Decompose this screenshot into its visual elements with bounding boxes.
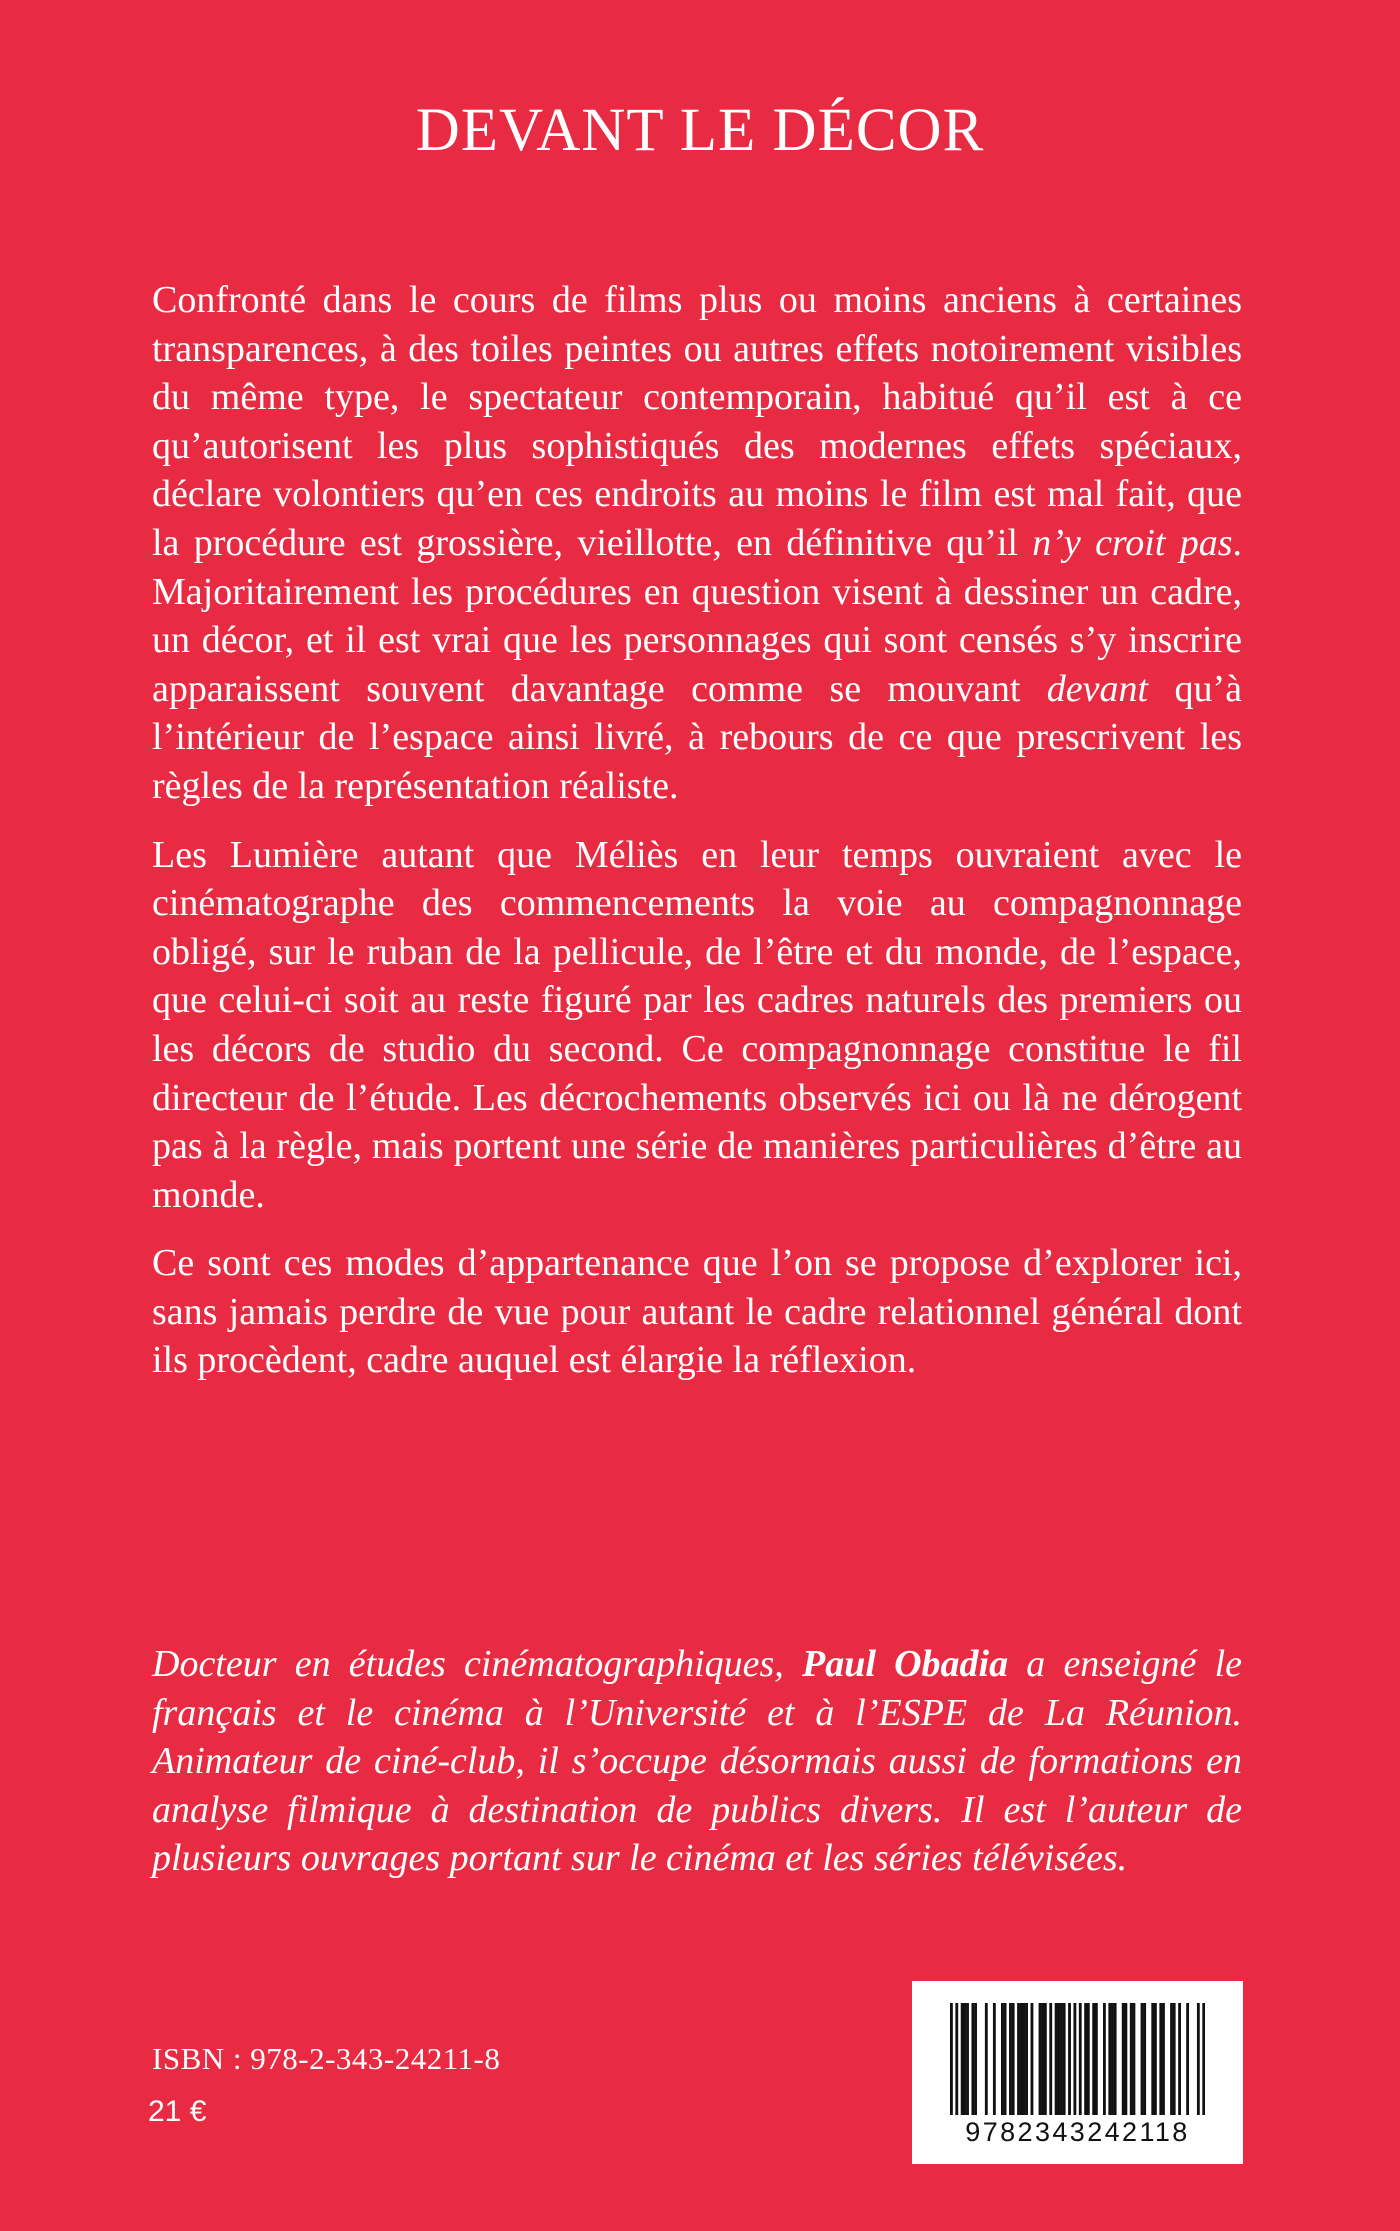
author-bio-intro: Docteur en études cinématographiques,: [152, 1643, 802, 1685]
barcode-bar: [974, 2003, 977, 2115]
barcode-bar: [1159, 2003, 1162, 2115]
barcode-bar: [1079, 2003, 1082, 2115]
barcode-bars: [950, 2003, 1205, 2115]
barcode-bar: [1031, 2003, 1034, 2115]
barcode-bar: [1004, 2003, 1007, 2115]
barcode-bar: [1060, 2003, 1063, 2115]
barcode-bar: [1092, 2003, 1095, 2115]
isbn: ISBN : 978-2-343-24211-8: [152, 2041, 501, 2076]
book-title: DEVANT LE DÉCOR: [415, 97, 985, 164]
barcode-bar: [1084, 2003, 1087, 2115]
barcode-bar: [1095, 2003, 1098, 2115]
barcode-bar: [1114, 2003, 1117, 2115]
barcode-bar: [1151, 2003, 1154, 2115]
barcode-bar: [1111, 2003, 1114, 2115]
barcode-bar: [1186, 2003, 1189, 2115]
barcode-bar: [1141, 2003, 1144, 2115]
author-bio-rest: a enseigné le français et le cinéma à l’Université et à l’ESPE de La Réunion. Animateur de ciné-club, il s’occupe désormais aussi de formations en analyse filmique à destination de publics divers. Il est l’auteur de plusieurs ouvrages portant sur le cinéma et les séries télévisées.: [152, 1643, 1242, 1880]
barcode-bar: [1197, 2003, 1200, 2115]
barcode-bar: [950, 2003, 953, 2115]
barcode-bar: [1133, 2003, 1136, 2115]
blurb-paragraph-1-part-2: . Majoritairement les procédures en question visent à dessiner un cadre, un décor, et il est vrai que les personnages qui sont censés s’y inscrire apparaissent souvent davantage comme se mouvant: [152, 521, 1242, 710]
blurb-emphasis-ny-croit-pas: n’y croit pas: [1032, 521, 1233, 564]
barcode-bar: [1022, 2003, 1025, 2115]
barcode-bar: [1162, 2003, 1165, 2115]
barcode-bar: [1173, 2003, 1176, 2115]
barcode-bar: [985, 2003, 988, 2115]
barcode-bar: [1178, 2003, 1181, 2115]
blurb-emphasis-devant: devant: [1046, 667, 1149, 710]
barcode-bar: [1202, 2003, 1205, 2115]
barcode-bar: [1063, 2003, 1066, 2115]
barcode-bar: [1103, 2003, 1106, 2115]
barcode-bar: [1009, 2003, 1012, 2115]
barcode-bar: [1122, 2003, 1125, 2115]
blurb-paragraph-1-part-3: qu’à l’intérieur de l’espace ainsi livré, à rebours de ce que prescrivent les règles de la représentation réaliste.: [152, 667, 1242, 807]
barcode-bar: [1154, 2003, 1157, 2115]
barcode-bar: [1124, 2003, 1127, 2115]
price: 21 €: [148, 2095, 207, 2128]
barcode-bar: [1041, 2003, 1044, 2115]
blurb-paragraph-3: Ce sont ces modes d’appartenance que l’on se propose d’explorer ici, sans jamais perdre de vue pour autant le cadre relationnel général dont ils procèdent, cadre auquel est élargie la réflexion.: [152, 1242, 1242, 1382]
barcode-digits: 9782343242118: [965, 2117, 1190, 2147]
barcode-bar: [1012, 2003, 1015, 2115]
barcode-bar: [966, 2003, 969, 2115]
barcode-bar: [1001, 2003, 1004, 2115]
barcode-bar: [1049, 2003, 1052, 2115]
blurb-paragraph-1: [152, 276, 1242, 811]
barcode-bar: [1020, 2003, 1023, 2115]
barcode-bar: [1068, 2003, 1071, 2115]
barcode: [912, 1981, 1243, 2164]
blurb-paragraph-2: Les Lumière autant que Méliès en leur temps ouvraient avec le cinématographe des commencements la voie au compagnonnage obligé, sur le ruban de la pellicule, de l’être et du monde, de l’espace, que celui-ci soit au reste figuré par les cadres naturels des premiers ou les décors de studio du second. Ce compagnonnage constitue le fil directeur de l’étude. Les décrochements observés ici ou là ne dérogent pas à la règle, mais portent une série de manières particulières d’être au monde.: [152, 833, 1242, 1216]
barcode-bar: [1073, 2003, 1076, 2115]
barcode-bar: [961, 2003, 964, 2115]
barcode-bar: [1017, 2003, 1020, 2115]
barcode-bar: [955, 2003, 958, 2115]
blurb: [152, 276, 1242, 1405]
barcode-bar: [963, 2003, 966, 2115]
barcode-bar: [993, 2003, 996, 2115]
barcode-bar: [1108, 2003, 1111, 2115]
barcode-bar: [1130, 2003, 1133, 2115]
barcode-bar: [1143, 2003, 1146, 2115]
author-bio: [152, 1640, 1242, 1883]
barcode-bar: [1055, 2003, 1058, 2115]
blurb-paragraph-1-part-1: Confronté dans le cours de films plus ou moins anciens à certaines transparences, à des toiles peintes ou autres effets notoirement visibles du même type, le spectateur contemporain, habitué qu’il est à ce qu’autorisent les plus sophistiqués des modernes effets spéciaux, déclare volontiers qu’en ces endroits au moins le film est mal fait, que la procédure est grossière, vieillotte, en définitive qu’il: [152, 279, 1242, 564]
barcode-bar: [1087, 2003, 1090, 2115]
author-name: Paul Obadia: [801, 1643, 1009, 1685]
barcode-bar: [1044, 2003, 1047, 2115]
barcode-bar: [1025, 2003, 1028, 2115]
barcode-bar: [1057, 2003, 1060, 2115]
barcode-bar: [1170, 2003, 1173, 2115]
barcode-bar: [1039, 2003, 1042, 2115]
barcode-bar: [971, 2003, 974, 2115]
